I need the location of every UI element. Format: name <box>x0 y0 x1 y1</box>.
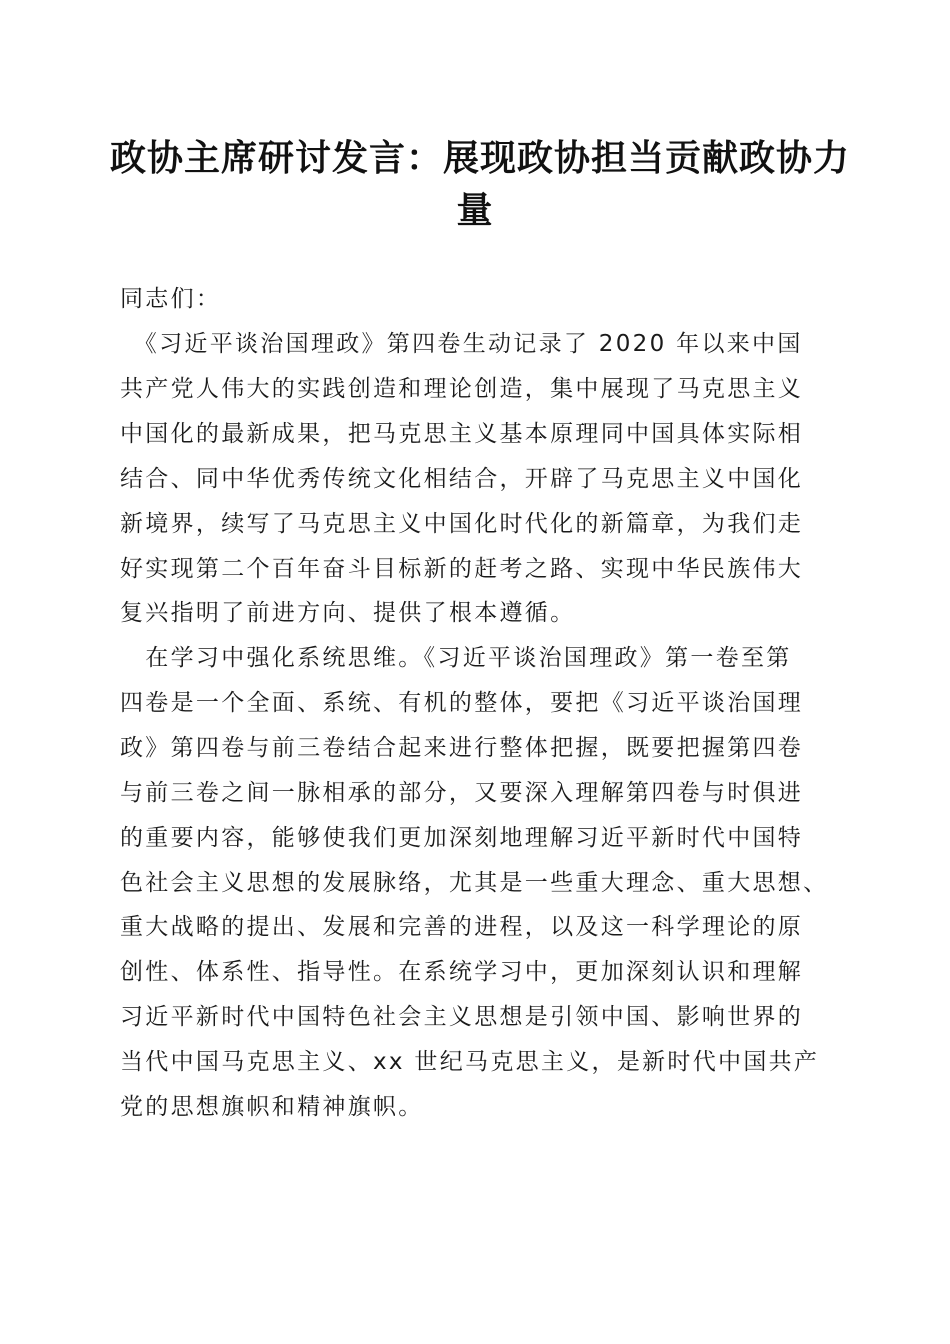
paragraph-line: 新境界，续写了马克思主义中国化时代化的新篇章，为我们走 <box>120 510 804 537</box>
paragraph-line: 四卷是一个全面、系统、有机的整体，要把《习近平谈治国理 <box>120 689 804 716</box>
paragraph-line: 创性、体系性、指导性。在系统学习中，更加深刻认识和理解 <box>120 959 804 986</box>
paragraph-line: 党的思想旗帜和精神旗帜。 <box>120 1094 424 1121</box>
paragraph-line: 中国化的最新成果，把马克思主义基本原理同中国具体实际相 <box>120 420 804 447</box>
paragraph-2 <box>120 636 840 1130</box>
paragraph-1 <box>120 322 840 636</box>
paragraph-line: 《习近平谈治国理政》第四卷生动记录了 2020 年以来中国 <box>120 331 803 357</box>
paragraph-line: 当代中国马克思主义、xx 世纪马克思主义，是新时代中国共产 <box>120 1049 820 1076</box>
paragraph-line: 结合、同中华优秀传统文化相结合，开辟了马克思主义中国化 <box>120 465 804 492</box>
paragraph-line: 的重要内容，能够使我们更加深刻地理解习近平新时代中国特 <box>120 824 804 851</box>
paragraph-line: 好实现第二个百年奋斗目标新的赶考之路、实现中华民族伟大 <box>120 555 804 582</box>
paragraph-line: 复兴指明了前进方向、提供了根本遵循。 <box>120 600 576 627</box>
paragraph-line: 重大战略的提出、发展和完善的进程，以及这一科学理论的原 <box>120 914 804 941</box>
paragraph-line: 在学习中强化系统思维。《习近平谈治国理政》第一卷至第 <box>120 645 792 671</box>
title-line-2: 量 <box>456 189 494 231</box>
paragraph-line: 共产党人伟大的实践创造和理论创造，集中展现了马克思主义 <box>120 375 804 402</box>
paragraph-line: 政》第四卷与前三卷结合起来进行整体把握，既要把握第四卷 <box>120 734 804 761</box>
greeting: 同志们： <box>120 286 222 312</box>
title-line-1: 政协主席研讨发言：展现政协担当贡献政协力 <box>110 137 851 179</box>
document-title <box>110 132 851 236</box>
paragraph-line: 与前三卷之间一脉相承的部分，又要深入理解第四卷与时俱进 <box>120 779 804 806</box>
paragraph-line: 习近平新时代中国特色社会主义思想是引领中国、影响世界的 <box>120 1004 804 1031</box>
paragraph-line: 色社会主义思想的发展脉络，尤其是一些重大理念、重大思想、 <box>120 869 829 896</box>
